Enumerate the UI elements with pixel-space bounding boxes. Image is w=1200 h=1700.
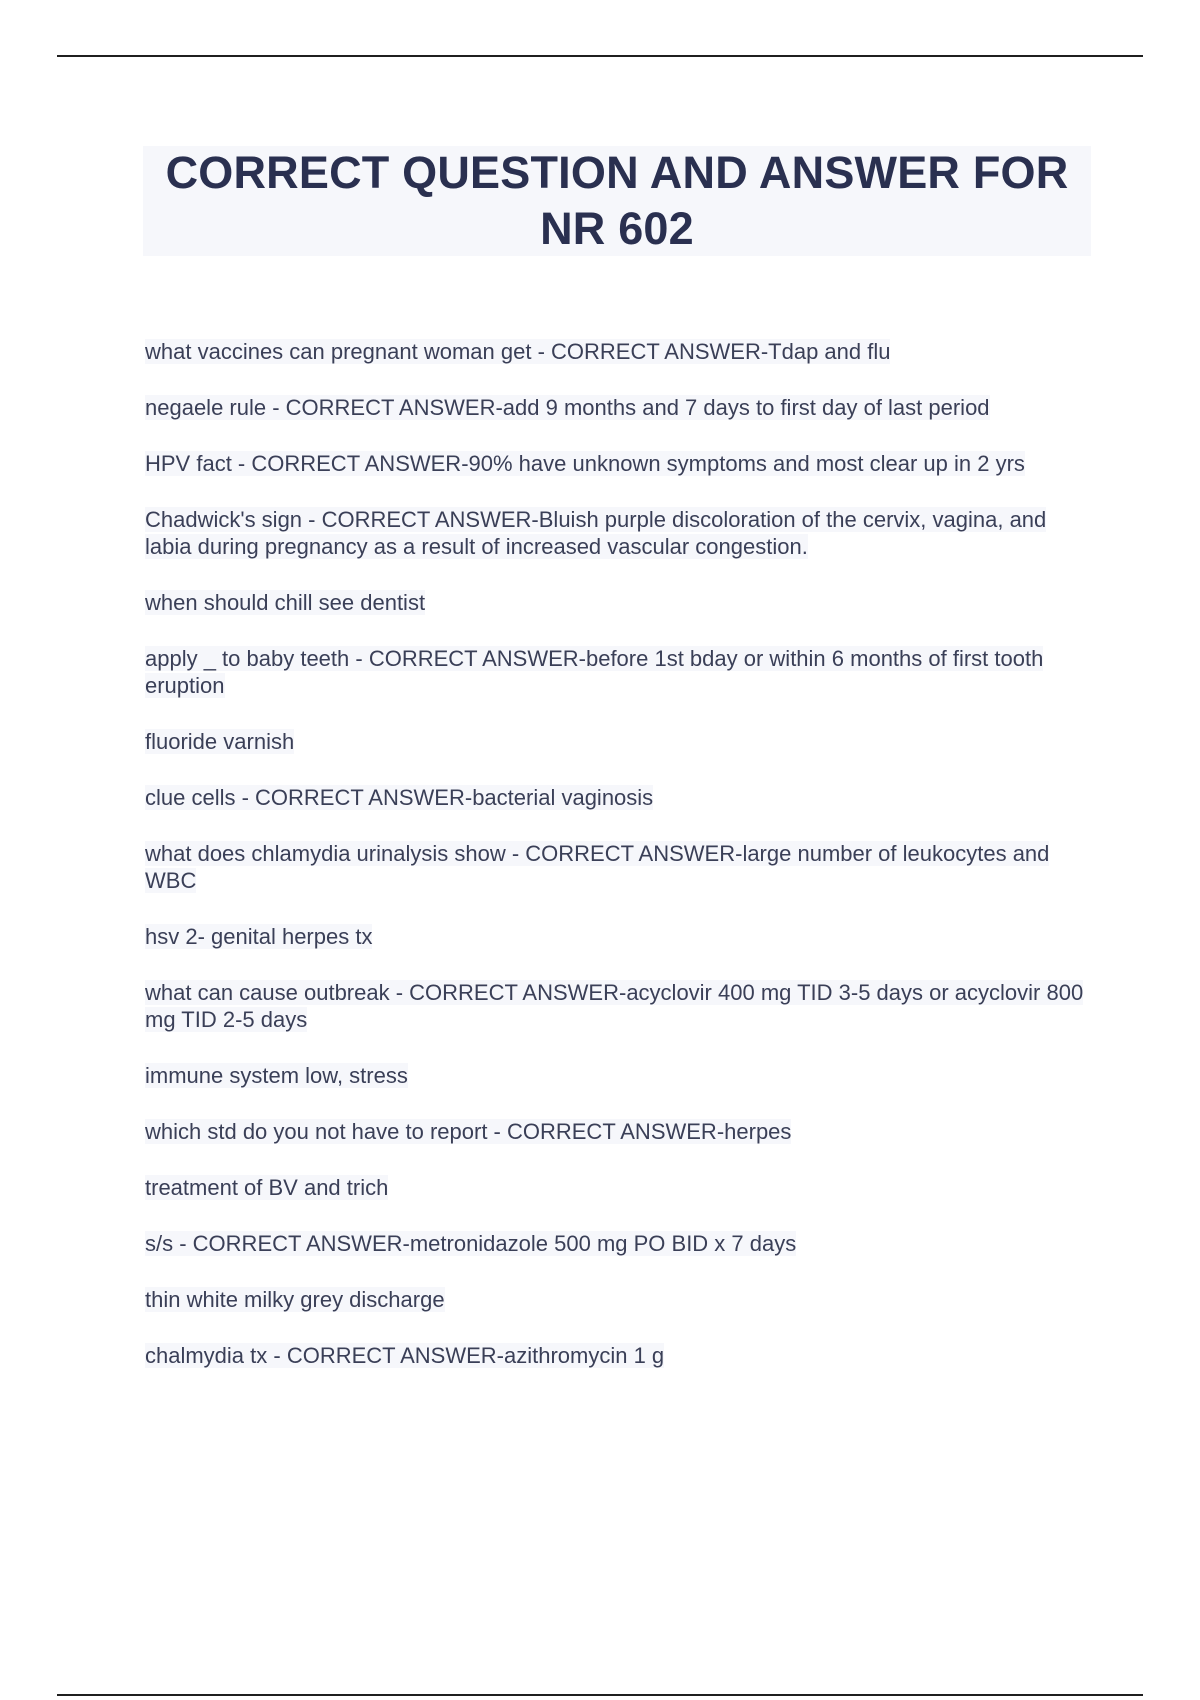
qa-item: thin white milky grey discharge: [145, 1287, 445, 1312]
qa-item: negaele rule - CORRECT ANSWER-add 9 months and 7 days to first day of last period: [145, 395, 990, 420]
qa-item: treatment of BV and trich: [145, 1175, 389, 1200]
qa-item: hsv 2- genital herpes tx: [145, 924, 373, 949]
page-title: CORRECT QUESTION AND ANSWER FOR NR 602: [165, 147, 1069, 254]
qa-item: when should chill see dentist: [145, 590, 426, 615]
qa-item: chalmydia tx - CORRECT ANSWER-azithromycin 1 g: [145, 1343, 665, 1368]
qa-item: fluoride varnish: [145, 729, 295, 754]
qa-item: Chadwick's sign - CORRECT ANSWER-Bluish purple discoloration of the cervix, vagina, and labia during pregnancy as a result of increased vascular congestion.: [145, 507, 1047, 559]
qa-item: apply _ to baby teeth - CORRECT ANSWER-before 1st bday or within 6 months of first tooth eruption: [145, 646, 1044, 698]
qa-item: immune system low, stress: [145, 1063, 408, 1088]
top-rule: [57, 55, 1143, 57]
qa-item: what vaccines can pregnant woman get - CORRECT ANSWER-Tdap and flu: [145, 339, 891, 364]
qa-item: clue cells - CORRECT ANSWER-bacterial vaginosis: [145, 785, 654, 810]
qa-item: s/s - CORRECT ANSWER-metronidazole 500 mg PO BID x 7 days: [145, 1231, 797, 1256]
qa-item: what does chlamydia urinalysis show - CORRECT ANSWER-large number of leukocytes and WBC: [145, 841, 1050, 893]
title-block: [143, 146, 1091, 256]
qa-item: HPV fact - CORRECT ANSWER-90% have unknown symptoms and most clear up in 2 yrs: [145, 451, 1025, 476]
qa-item: what can cause outbreak - CORRECT ANSWER-acyclovir 400 mg TID 3-5 days or acyclovir 800 mg TID 2-5 days: [145, 980, 1084, 1032]
qa-list: [145, 338, 1085, 1398]
qa-item: which std do you not have to report - CORRECT ANSWER-herpes: [145, 1119, 792, 1144]
bottom-rule: [57, 1694, 1143, 1696]
